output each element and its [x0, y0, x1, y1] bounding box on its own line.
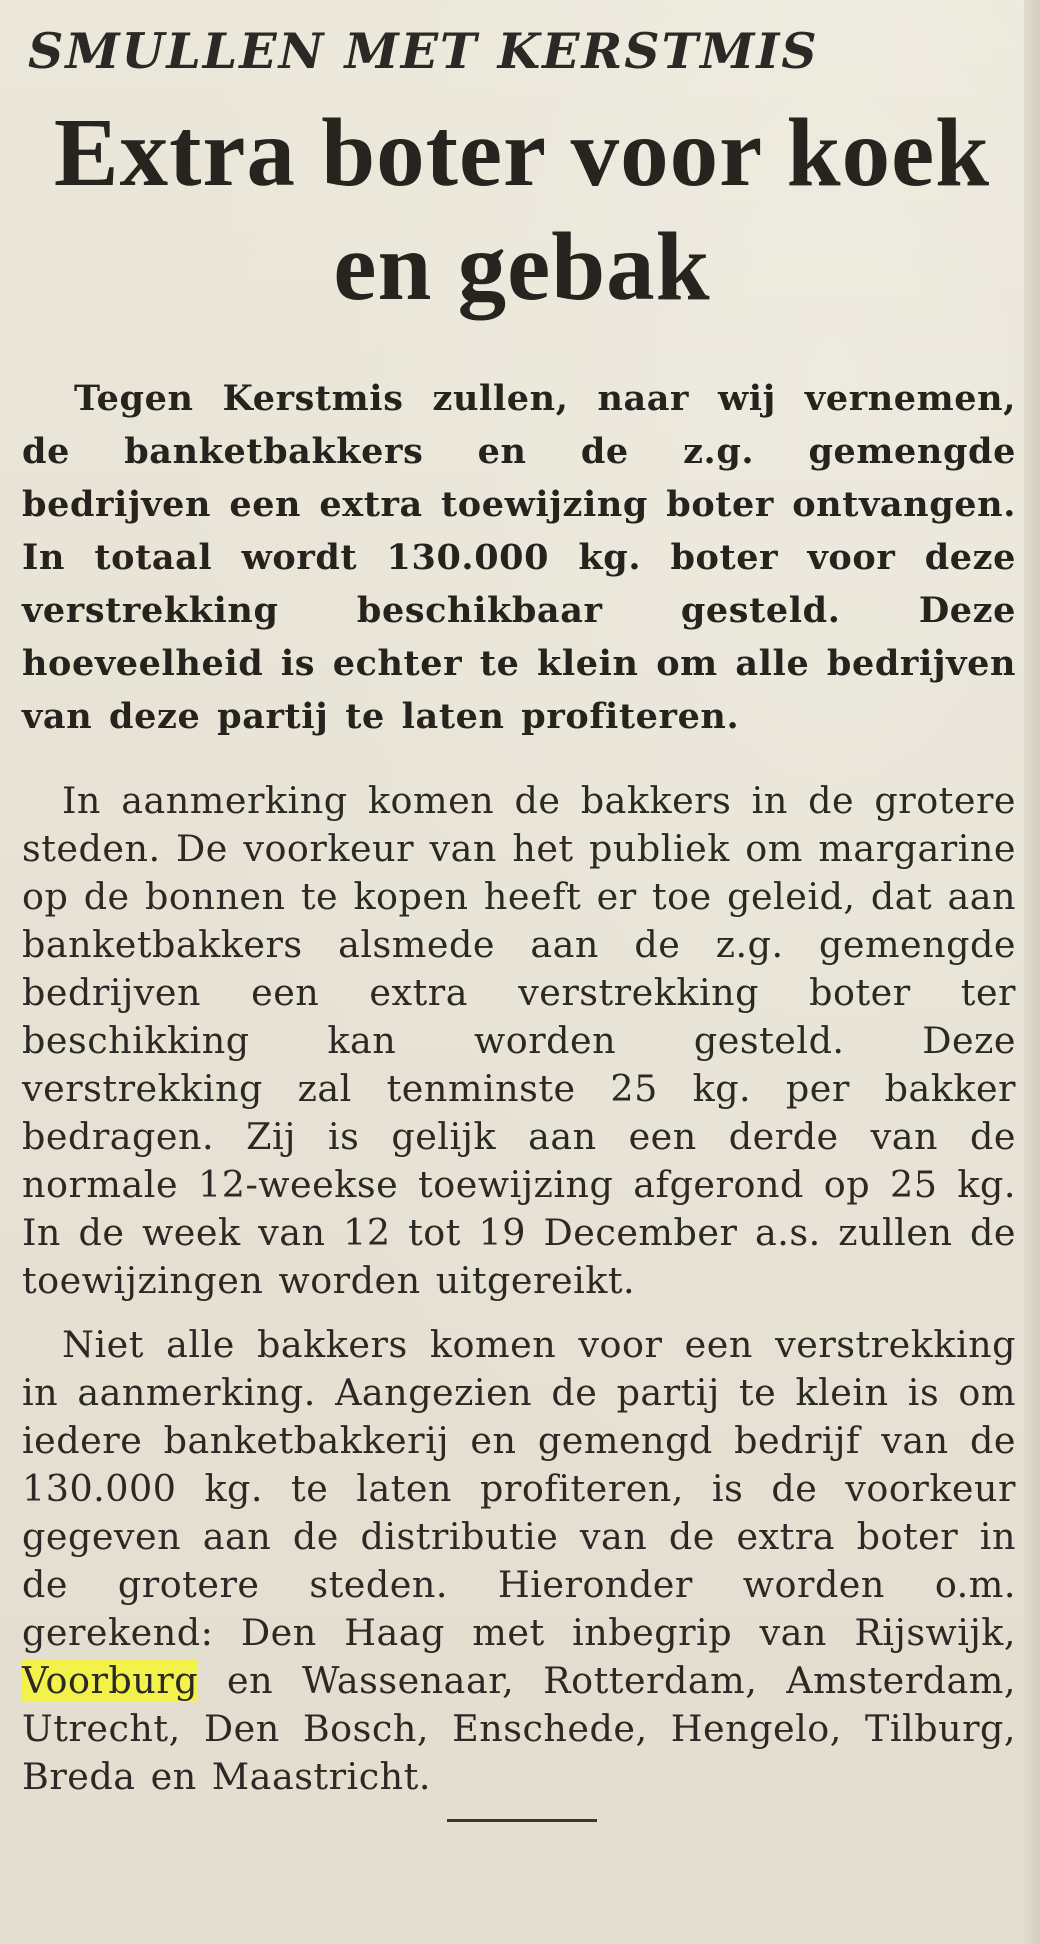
- end-of-article-rule: [447, 1819, 597, 1822]
- article-paragraph-3: [22, 1321, 1016, 1801]
- article-headline: Extra boter voor koek en gebak: [53, 99, 991, 320]
- article-paragraph-2: In aanmerking komen de bakkers in de grotere steden. De voorkeur van het publiek om margarine op de bonnen te kopen heeft er toe geleid, dat aan banketbakkers alsmede aan de z.g. gemengde bedrijven een extra verstrekking boter ter beschikking kan worden gesteld. Deze verstrekking zal tenminste 25 kg. per bakker bedragen. Zij is gelijk aan een derde van de normale 12-weekse toewijzing afgerond op 25 kg. In de week van 12 tot 19 December a.s. zullen de toewijzingen worden uitgereikt.: [22, 779, 1016, 1302]
- paragraph-3-text-before: Niet alle bakkers komen voor een verstrekking in aanmerking. Aangezien de partij te klein is om iedere banketbakkerij en gemengd bedrijf van de 130.000 kg. te laten profiteren, is de voorkeur gegeven aan de distributie van de extra boter in de grotere steden. Hieronder worden o.m. gerekend: Den Haag met inbegrip van Rijswijk,: [22, 1323, 1016, 1654]
- page-edge-shadow: [1024, 0, 1040, 1944]
- article-lead-paragraph: Tegen Kerstmis zullen, naar wij vernemen, de banketbakkers en de z.g. gemengde bedrijven een extra toewijzing boter ontvangen. In totaal wordt 130.000 kg. boter voor deze verstrekking beschikbaar gesteld. Deze hoeveelheid is echter te klein om alle bedrijven van deze partij te laten profiteren.: [22, 378, 1016, 737]
- paragraph-3-text-after: en Wassenaar, Rotterdam, Amsterdam, Utrecht, Den Bosch, Enschede, Hengelo, Tilburg, Breda en Maastricht.: [22, 1659, 1016, 1798]
- article-kicker: SMULLEN MET KERSTMIS: [28, 22, 819, 80]
- highlighted-search-term: Voorburg: [22, 1659, 199, 1702]
